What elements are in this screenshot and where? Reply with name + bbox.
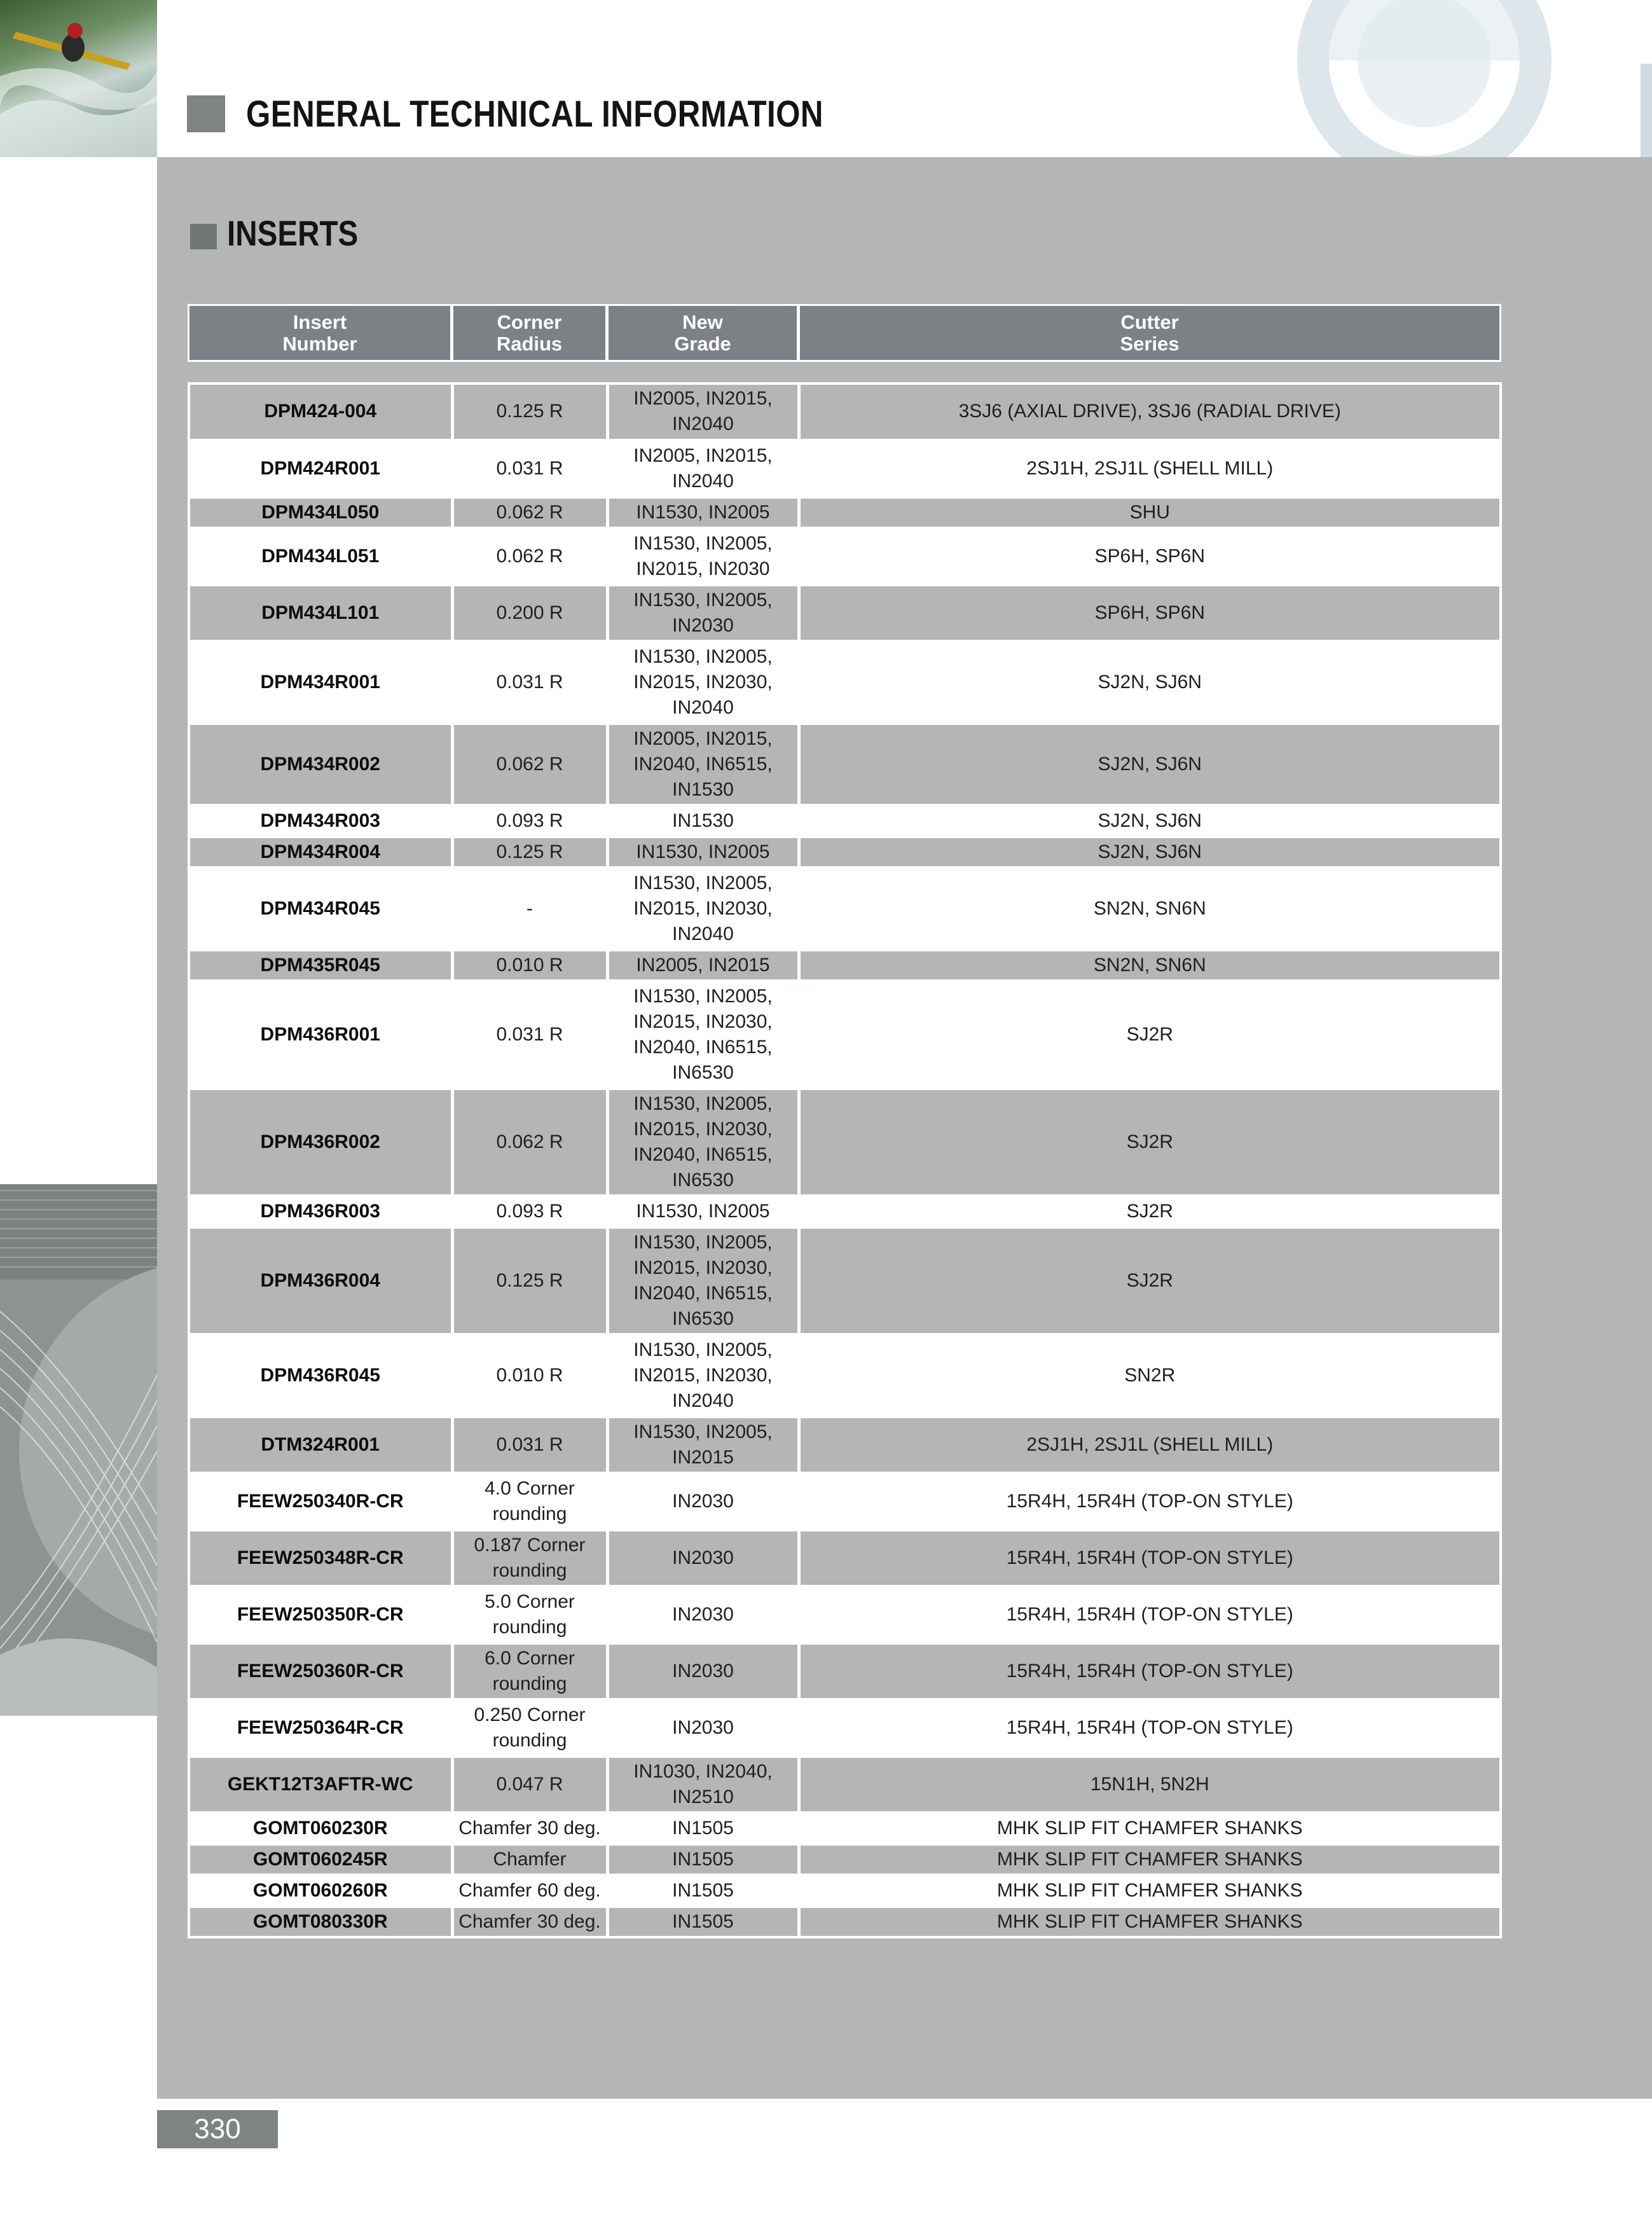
table-header <box>188 304 1501 362</box>
grade-cell: IN1530, IN2005, IN2015, IN2030, IN2040, IN6515, IN6530 <box>607 981 799 1088</box>
inserts-table <box>188 382 1502 1938</box>
table-row <box>189 981 1501 1088</box>
insert-number-cell: GOMT060245R <box>189 1844 452 1875</box>
table-row <box>189 1334 1501 1416</box>
grade-cell: IN2005, IN2015, IN2040 <box>607 440 799 497</box>
cutter-series-cell: 2SJ1H, 2SJ1L (SHELL MILL) <box>799 1416 1501 1473</box>
grade-cell: IN2030 <box>607 1586 799 1643</box>
insert-number-cell: GOMT060260R <box>189 1875 452 1906</box>
cutter-series-cell: MHK SLIP FIT CHAMFER SHANKS <box>799 1875 1501 1906</box>
corner-radius-cell: 0.125 R <box>452 383 607 440</box>
corner-radius-cell: 4.0 Corner rounding <box>452 1473 607 1530</box>
corner-radius-cell: 6.0 Corner rounding <box>452 1643 607 1699</box>
insert-number-cell: DPM434R003 <box>189 805 452 836</box>
grade-cell: IN1530, IN2005, IN2015, IN2030, IN2040, IN6515, IN6530 <box>607 1088 799 1196</box>
grade-cell: IN2030 <box>607 1530 799 1586</box>
table-row <box>189 1586 1501 1643</box>
table-row <box>189 1699 1501 1756</box>
cutter-series-cell: 15N1H, 5N2H <box>799 1756 1501 1813</box>
insert-number-cell: DPM424R001 <box>189 440 452 497</box>
page-number: 330 <box>194 2113 241 2145</box>
grade-cell: IN1530 <box>607 805 799 836</box>
photo-illustration <box>0 0 157 157</box>
decorative-wave-band <box>0 1184 157 1716</box>
insert-number-cell: FEEW250364R-CR <box>189 1699 452 1756</box>
corner-radius-cell: 0.047 R <box>452 1756 607 1813</box>
insert-number-cell: FEEW250348R-CR <box>189 1530 452 1586</box>
insert-number-cell: DPM434L050 <box>189 497 452 528</box>
corner-radius-cell: 5.0 Corner rounding <box>452 1586 607 1643</box>
grade-cell: IN2005, IN2015, IN2040 <box>607 383 799 440</box>
corner-radius-cell: 0.062 R <box>452 1088 607 1196</box>
insert-number-cell: DPM434R001 <box>189 641 452 723</box>
cutter-series-cell: 3SJ6 (AXIAL DRIVE), 3SJ6 (RADIAL DRIVE) <box>799 383 1501 440</box>
insert-number-cell: FEEW250340R-CR <box>189 1473 452 1530</box>
title-bullet-square-icon <box>187 95 225 132</box>
insert-number-cell: DPM434R004 <box>189 836 452 867</box>
column-header-line: Insert <box>293 310 347 333</box>
corner-radius-cell: 0.062 R <box>452 723 607 805</box>
cutter-series-cell: MHK SLIP FIT CHAMFER SHANKS <box>799 1906 1501 1937</box>
grade-cell: IN1505 <box>607 1906 799 1937</box>
corner-radius-cell: - <box>452 867 607 950</box>
cutter-series-cell: 15R4H, 15R4H (TOP-ON STYLE) <box>799 1586 1501 1643</box>
table-row <box>189 383 1501 440</box>
corner-radius-cell: 0.093 R <box>452 805 607 836</box>
grade-cell: IN1530, IN2005, IN2030 <box>607 584 799 641</box>
table-row <box>189 1756 1501 1813</box>
cutter-series-cell: SP6H, SP6N <box>799 528 1501 584</box>
column-header-line: Number <box>282 332 357 355</box>
table-row <box>189 836 1501 867</box>
table-row <box>189 584 1501 641</box>
insert-number-cell: DPM435R045 <box>189 950 452 981</box>
corner-radius-cell: 0.125 R <box>452 1227 607 1334</box>
corner-radius-cell: 0.031 R <box>452 440 607 497</box>
cutter-series-cell: SJ2R <box>799 981 1501 1088</box>
grade-cell: IN1530, IN2005, IN2015, IN2030, IN2040 <box>607 867 799 950</box>
corner-photo-kayak <box>0 0 157 157</box>
grade-cell: IN1530, IN2005, IN2015, IN2030, IN2040 <box>607 641 799 723</box>
cutter-series-cell: 15R4H, 15R4H (TOP-ON STYLE) <box>799 1530 1501 1586</box>
cutter-series-cell: SP6H, SP6N <box>799 584 1501 641</box>
corner-radius-cell: 0.093 R <box>452 1196 607 1227</box>
column-header-line: New <box>682 310 723 333</box>
table-row <box>189 1473 1501 1530</box>
cutter-series-cell: SJ2N, SJ6N <box>799 836 1501 867</box>
header-row <box>189 305 1501 361</box>
cutter-series-cell: 15R4H, 15R4H (TOP-ON STYLE) <box>799 1699 1501 1756</box>
cutter-series-cell: SJ2N, SJ6N <box>799 723 1501 805</box>
insert-number-cell: DPM434L101 <box>189 584 452 641</box>
cutter-series-cell: SN2N, SN6N <box>799 867 1501 950</box>
cutter-series-cell: 2SJ1H, 2SJ1L (SHELL MILL) <box>799 440 1501 497</box>
corner-radius-cell: 0.250 Corner rounding <box>452 1699 607 1756</box>
insert-number-cell: DPM434R045 <box>189 867 452 950</box>
grade-cell: IN2005, IN2015 <box>607 950 799 981</box>
cutter-series-cell: 15R4H, 15R4H (TOP-ON STYLE) <box>799 1643 1501 1699</box>
insert-number-cell: DPM434R002 <box>189 723 452 805</box>
table-row <box>189 528 1501 584</box>
insert-number-cell: GEKT12T3AFTR-WC <box>189 1756 452 1813</box>
table-row <box>189 440 1501 497</box>
grade-cell: IN1030, IN2040, IN2510 <box>607 1756 799 1813</box>
table-row <box>189 805 1501 836</box>
cutter-series-cell: MHK SLIP FIT CHAMFER SHANKS <box>799 1844 1501 1875</box>
table-row <box>189 723 1501 805</box>
corner-radius-cell: 0.187 Corner rounding <box>452 1530 607 1586</box>
corner-radius-cell: 0.010 R <box>452 1334 607 1416</box>
column-header-new-grade <box>607 305 799 361</box>
insert-number-cell: DPM436R045 <box>189 1334 452 1416</box>
grade-cell: IN2030 <box>607 1699 799 1756</box>
cutter-series-cell: SN2N, SN6N <box>799 950 1501 981</box>
corner-radius-cell: 0.031 R <box>452 641 607 723</box>
column-header-line: Cutter <box>1120 310 1179 333</box>
grade-cell: IN1530, IN2005 <box>607 836 799 867</box>
cutter-series-cell: SJ2R <box>799 1088 1501 1196</box>
cutter-series-cell: MHK SLIP FIT CHAMFER SHANKS <box>799 1813 1501 1844</box>
insert-number-cell: FEEW250350R-CR <box>189 1586 452 1643</box>
insert-number-cell: DPM434L051 <box>189 528 452 584</box>
column-header-cutter-series <box>799 305 1501 361</box>
corner-radius-cell: 0.125 R <box>452 836 607 867</box>
section-bullet-square-icon <box>190 224 217 249</box>
insert-number-cell: DPM436R004 <box>189 1227 452 1334</box>
table-row <box>189 1088 1501 1196</box>
corner-radius-cell: 0.010 R <box>452 950 607 981</box>
corner-radius-cell: Chamfer 60 deg. <box>452 1875 607 1906</box>
column-header-corner-radius <box>452 305 607 361</box>
grade-cell: IN1530, IN2005, IN2015, IN2030 <box>607 528 799 584</box>
corner-radius-cell: 0.062 R <box>452 528 607 584</box>
insert-number-cell: DTM324R001 <box>189 1416 452 1473</box>
corner-radius-cell: 0.031 R <box>452 981 607 1088</box>
table-row <box>189 1196 1501 1227</box>
section-title: INSERTS <box>227 213 359 253</box>
cutter-series-cell: SHU <box>799 497 1501 528</box>
cutter-series-cell: SJ2N, SJ6N <box>799 641 1501 723</box>
column-header-insert-number <box>189 305 452 361</box>
decorative-circle-graphic <box>1284 0 1652 157</box>
table-row <box>189 867 1501 950</box>
column-header-line: Radius <box>496 332 563 355</box>
table-row <box>189 1643 1501 1699</box>
grade-cell: IN1530, IN2005, IN2015 <box>607 1416 799 1473</box>
grade-cell: IN2030 <box>607 1643 799 1699</box>
column-header-line: Grade <box>674 332 731 355</box>
table-row <box>189 1813 1501 1844</box>
table-row <box>189 1875 1501 1906</box>
grade-cell: IN1505 <box>607 1844 799 1875</box>
table-row <box>189 1227 1501 1334</box>
cutter-series-cell: SN2R <box>799 1334 1501 1416</box>
corner-radius-cell: 0.200 R <box>452 584 607 641</box>
cutter-series-cell: SJ2N, SJ6N <box>799 805 1501 836</box>
grade-cell: IN1530, IN2005, IN2015, IN2030, IN2040 <box>607 1334 799 1416</box>
insert-number-cell: DPM436R002 <box>189 1088 452 1196</box>
insert-number-cell: DPM424-004 <box>189 383 452 440</box>
cutter-series-cell: SJ2R <box>799 1196 1501 1227</box>
corner-radius-cell: Chamfer <box>452 1844 607 1875</box>
column-header-line: Corner <box>497 310 562 333</box>
corner-radius-cell: Chamfer 30 deg. <box>452 1906 607 1937</box>
table-row <box>189 497 1501 528</box>
cutter-series-cell: SJ2R <box>799 1227 1501 1334</box>
grade-cell: IN1505 <box>607 1875 799 1906</box>
table-row <box>189 1906 1501 1937</box>
insert-number-cell: FEEW250360R-CR <box>189 1643 452 1699</box>
column-header-line: Series <box>1120 332 1180 355</box>
grade-cell: IN1530, IN2005 <box>607 1196 799 1227</box>
cutter-series-cell: 15R4H, 15R4H (TOP-ON STYLE) <box>799 1473 1501 1530</box>
grade-cell: IN2005, IN2015, IN2040, IN6515, IN1530 <box>607 723 799 805</box>
grade-cell: IN1530, IN2005 <box>607 497 799 528</box>
table-row <box>189 950 1501 981</box>
insert-number-cell: DPM436R003 <box>189 1196 452 1227</box>
insert-number-cell: GOMT060230R <box>189 1813 452 1844</box>
corner-radius-cell: 0.031 R <box>452 1416 607 1473</box>
corner-radius-cell: Chamfer 30 deg. <box>452 1813 607 1844</box>
insert-number-cell: GOMT080330R <box>189 1906 452 1937</box>
grade-cell: IN2030 <box>607 1473 799 1530</box>
grade-cell: IN1530, IN2005, IN2015, IN2030, IN2040, IN6515, IN6530 <box>607 1227 799 1334</box>
page-title: GENERAL TECHNICAL INFORMATION <box>246 93 823 135</box>
corner-radius-cell: 0.062 R <box>452 497 607 528</box>
page-number-box <box>157 2110 278 2148</box>
table-row <box>189 1416 1501 1473</box>
table-row <box>189 1530 1501 1586</box>
insert-number-cell: DPM436R001 <box>189 981 452 1088</box>
table-row <box>189 1844 1501 1875</box>
table-row <box>189 641 1501 723</box>
grade-cell: IN1505 <box>607 1813 799 1844</box>
inserts-table-body <box>189 383 1501 1937</box>
